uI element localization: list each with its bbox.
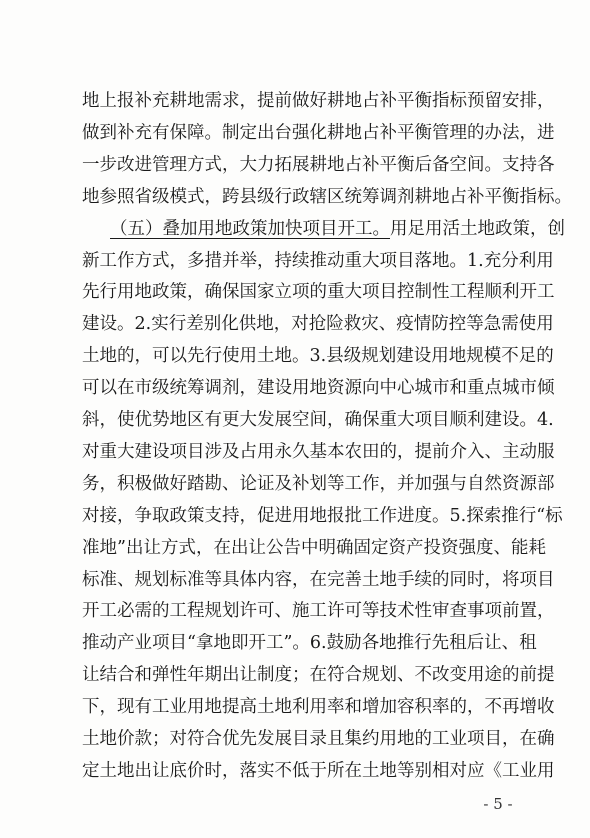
body-text-line: 下，现有工业用地提高土地利用率和增加容积率的，不再增收 — [82, 697, 555, 717]
body-text-line: 让结合和弹性年期出让制度；在符合规划、不改变用途的前提 — [82, 665, 555, 685]
body-text-line: 新工作方式，多措并举，持续推动重大项目落地。1.充分利用 — [82, 251, 554, 271]
body-text-line: 一步改进管理方式，大力拓展耕地占补平衡后备空间。支持各 — [82, 155, 555, 175]
body-text-line: 定土地出让底价时，落实不低于所在土地等别相对应《工业用 — [82, 761, 555, 781]
body-text-line: 先行用地政策，确保国家立项的重大项目控制性工程顺利开工 — [82, 282, 555, 302]
body-text-line: 对重大建设项目涉及占用永久基本农田的，提前介入、主动服 — [82, 442, 555, 462]
body-text-line: 土地的，可以先行使用土地。3.县级规划建设用地规模不足的 — [82, 346, 554, 366]
body-text-line: 做到补充有保障。制定出台强化耕地占补平衡管理的办法，进 — [82, 123, 555, 143]
section-heading-continuation: 用足用活土地政策，创 — [390, 219, 565, 239]
body-text-line: 建设。2.实行差别化供地，对抢险救灾、疫情防控等急需使用 — [82, 314, 554, 334]
body-text-line: 标准、规划标准等具体内容，在完善土地手续的同时，将项目 — [82, 570, 555, 590]
body-text-line: 准地”出让方式，在出让公告中明确固定资产投资强度、能耗 — [82, 538, 546, 558]
section-heading: （五）叠加用地政策加快项目开工。 — [110, 219, 390, 239]
body-text-line: 务，积极做好踏勘、论证及补划等工作，并加强与自然资源部 — [82, 474, 555, 494]
page-number: - 5 - — [483, 795, 513, 813]
body-text-line: 地上报补充耕地需求，提前做好耕地占补平衡指标预留安排， — [82, 91, 555, 111]
body-text-line: 对接，争取政策支持，促进用地报批工作进度。5.探索推行“标 — [82, 506, 563, 526]
body-text-line: 斜，使优势地区有更大发展空间，确保重大项目顺利建设。4. — [82, 410, 554, 430]
body-text-line: 土地价款；对符合优先发展目录且集约用地的工业项目，在确 — [82, 729, 555, 749]
body-text-line: 可以在市级统筹调剂，建设用地资源向中心城市和重点城市倾 — [82, 378, 555, 398]
section-heading-line — [110, 214, 565, 244]
body-text-line: 推动产业项目“拿地即开工”。6.鼓励各地推行先租后让、租 — [82, 633, 537, 653]
body-text-line: 地参照省级模式，跨县级行政辖区统筹调剂耕地占补平衡指标。 — [82, 187, 572, 207]
body-text-line: 开工必需的工程规划许可、施工许可等技术性审查事项前置， — [82, 601, 555, 621]
